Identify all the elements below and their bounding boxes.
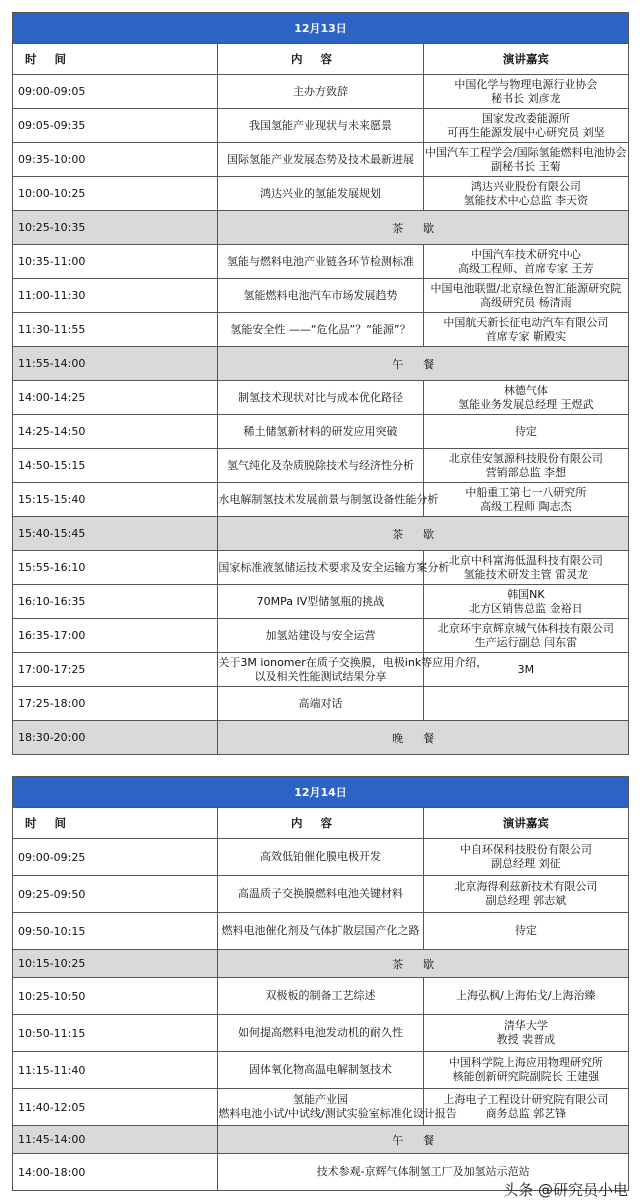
session-topic [218,913,423,950]
time-cell: 11:45-14:00 [13,1126,218,1154]
break-row [13,347,629,381]
time-cell: 09:00-09:25 [13,839,218,876]
session-speaker [423,978,628,1015]
day-header-row [13,777,629,808]
speaker-line: 林德气体 [503,383,548,397]
time-cell: 16:35-17:00 [13,619,218,653]
time-cell: 16:10-16:35 [13,585,218,619]
speaker-line: 中国科学院上海应用物理研究所 [448,1056,603,1069]
session-row [13,978,629,1015]
column-header-row [13,44,629,75]
column-header-speaker: 演讲嘉宾 [423,808,628,839]
time-cell: 14:00-14:25 [13,381,218,415]
session-topic [218,75,423,109]
time-cell: 14:25-14:50 [13,415,218,449]
day-title: 12月13日 [13,13,629,44]
speaker-line: 生产运行副总 闫东雷 [474,635,578,649]
session-topic [218,978,423,1015]
time-cell: 18:30-20:00 [13,721,218,755]
speaker-line: 高级工程师 陶志杰 [480,499,572,513]
time-cell: 10:25-10:50 [13,978,218,1015]
speaker-line: 韩国NK [507,587,545,601]
session-topic [218,687,423,721]
speaker-line: 3M [517,662,535,676]
time-cell: 14:00-18:00 [13,1154,218,1191]
session-topic [218,143,423,177]
session-topic [218,245,423,279]
topic-line: 技术参观-京辉气体制氢工厂及加氢站示范站 [316,1165,530,1178]
time-cell: 11:55-14:00 [13,347,218,381]
session-row [13,381,629,415]
time-cell: 15:15-15:40 [13,483,218,517]
speaker-line: 核能创新研究院副院长 王建强 [452,1070,600,1083]
time-cell: 09:50-10:15 [13,913,218,950]
topic-line: 高效低铂催化膜电极开发 [259,850,381,863]
topic-line: 稀土储氢新材料的研发应用突破 [243,424,398,438]
time-cell: 09:25-09:50 [13,876,218,913]
time-cell: 09:05-09:35 [13,109,218,143]
speaker-line: 中国电池联盟/北京绿色智汇能源研究院 [430,281,622,295]
speaker-line: 北京海得利兹新技术有限公司 [454,880,598,893]
topic-line: 以及相关性能测试结果分享 [254,669,387,683]
column-header-content: 内容 [218,44,423,75]
speaker-line: 上海电子工程设计研究院有限公司 [443,1093,609,1106]
time-cell: 10:15-10:25 [13,950,218,978]
speaker-line: 中国航天新长征电动汽车有限公司 [443,315,609,329]
session-row [13,109,629,143]
session-row [13,483,629,517]
session-topic [218,876,423,913]
session-row [13,279,629,313]
session-speaker [423,415,628,449]
topic-line: 燃料电池小试/中试线/测试实验室标准化设计报告 [218,1107,457,1120]
time-cell: 11:40-12:05 [13,1089,218,1126]
day-title: 12月14日 [13,777,629,808]
speaker-line: 氢能业务发展总经理 王煜武 [458,397,594,411]
time-cell: 17:25-18:00 [13,687,218,721]
topic-line: 氢气纯化及杂质脱除技术与经济性分析 [226,458,414,472]
watermark: 头条 @研究员小电 [503,1181,628,1199]
speaker-line: 副总经理 刘征 [491,857,561,870]
speaker-line: 副总经理 郭志斌 [485,894,567,907]
speaker-line: 北京佳安氢源科技股份有限公司 [448,451,603,465]
session-topic [218,381,423,415]
speaker-line: 氢能技术研发主管 雷灵龙 [463,567,589,581]
session-speaker [423,449,628,483]
speaker-line: 中国汽车技术研究中心 [470,247,581,261]
time-cell: 09:00-09:05 [13,75,218,109]
speaker-line: 中国汽车工程学会/国际氢能燃料电池协会 [424,145,627,159]
session-topic [218,279,423,313]
session-topic [218,313,423,347]
topic-line: 国家标准液氢储运技术要求及安全运输方案分析 [218,560,450,574]
break-row [13,721,629,755]
topic-line: 燃料电池催化剂及气体扩散层国产化之路 [221,924,420,937]
column-header-content: 内容 [218,808,423,839]
session-row [13,913,629,950]
day-header-row [13,13,629,44]
time-cell: 11:15-11:40 [13,1052,218,1089]
time-cell: 10:25-10:35 [13,211,218,245]
speaker-line: 国家发改委能源所 [481,111,570,125]
topic-line: 主办方致辞 [292,84,348,98]
column-header-time: 时间 [13,808,218,839]
session-topic [218,177,423,211]
topic-line: 如何提高燃料电池发动机的耐久性 [237,1026,403,1039]
speaker-line: 中自环保科技股份有限公司 [459,843,592,856]
topic-line: 鸿达兴业的氢能发展规划 [259,186,381,200]
session-row [13,449,629,483]
session-topic [218,585,423,619]
session-topic [218,109,423,143]
topic-line: 氢能燃料电池汽车市场发展趋势 [243,288,398,302]
session-speaker [423,313,628,347]
session-topic [218,1015,423,1052]
topic-line: 70MPa IV型储氢瓶的挑战 [256,594,385,608]
break-label: 茶歇 [218,211,629,245]
session-speaker [423,279,628,313]
topic-line: 氢能产业园 [292,1093,348,1106]
column-header-row [13,808,629,839]
session-row [13,245,629,279]
session-row [13,619,629,653]
speaker-line: 待定 [514,924,537,937]
speaker-line: 副秘书长 王菊 [491,159,561,173]
topic-line: 国际氢能产业发展态势及技术最新进展 [226,152,414,166]
break-label: 茶歇 [218,517,629,551]
session-speaker [423,687,628,721]
break-row [13,517,629,551]
break-label: 茶歇 [218,950,629,978]
speaker-line: 商务总监 郭艺锋 [485,1107,567,1120]
column-header-speaker: 演讲嘉宾 [423,44,628,75]
break-label: 午餐 [218,1126,629,1154]
speaker-line: 鸿达兴业股份有限公司 [470,179,581,193]
session-topic [218,839,423,876]
session-speaker [423,177,628,211]
break-row [13,211,629,245]
session-topic [218,1052,423,1089]
topic-line: 加氢站建设与安全运营 [265,628,376,642]
day1-schedule-table [12,12,629,755]
session-speaker [423,551,628,585]
time-cell: 15:40-15:45 [13,517,218,551]
time-cell: 14:50-15:15 [13,449,218,483]
break-row [13,1126,629,1154]
time-cell: 17:00-17:25 [13,653,218,687]
session-topic [218,653,488,687]
speaker-line: 首席专家 靳殿实 [485,329,567,343]
column-header-time: 时间 [13,44,218,75]
time-cell: 15:55-16:10 [13,551,218,585]
speaker-line: 北京中科富海低温科技有限公司 [448,553,603,567]
speaker-line: 上海弘枫/上海佑戈/上海治臻 [456,989,596,1002]
session-row [13,687,629,721]
break-row [13,950,629,978]
session-row [13,839,629,876]
topic-line: 制氢技术现状对比与成本优化路径 [237,390,403,404]
break-label: 晚餐 [218,721,629,755]
session-topic [218,1089,457,1126]
session-speaker [423,619,628,653]
time-cell: 11:00-11:30 [13,279,218,313]
session-topic [218,449,423,483]
session-speaker [423,483,628,517]
session-row [13,143,629,177]
topic-line: 固体氧化物高温电解制氢技术 [248,1063,392,1076]
topic-line: 氢能与燃料电池产业链各环节检测标准 [226,254,414,268]
session-row [13,585,629,619]
speaker-line: 中船重工第七一八研究所 [465,485,587,499]
topic-line: 我国氢能产业现状与未来愿景 [248,118,392,132]
session-speaker [423,913,628,950]
time-cell: 10:00-10:25 [13,177,218,211]
topic-line: 高端对话 [298,696,343,710]
session-row [13,177,629,211]
session-topic [218,483,439,517]
session-row [13,415,629,449]
speaker-line: 教授 裴普成 [496,1033,556,1046]
topic-line: 双极板的制备工艺综述 [265,989,376,1002]
session-topic [218,551,450,585]
time-cell: 09:35-10:00 [13,143,218,177]
time-cell: 10:35-11:00 [13,245,218,279]
session-speaker [423,245,628,279]
speaker-line: 待定 [514,424,537,438]
session-speaker [423,585,628,619]
speaker-line: 北方区销售总监 金裕日 [469,601,583,615]
time-cell: 10:50-11:15 [13,1015,218,1052]
speaker-line: 北京环宇京辉京城气体科技有限公司 [437,621,614,635]
topic-line: 水电解制氢技术发展前景与制氢设备性能分析 [218,492,439,506]
topic-line: 氢能安全性 ——“危化品”？“能源”？ [230,322,411,336]
speaker-line: 高级研究员 杨清雨 [480,295,572,309]
session-speaker [423,876,628,913]
speaker-line: 营销部总监 李想 [485,465,567,479]
session-row [13,876,629,913]
session-topic [218,619,423,653]
speaker-line: 氢能技术中心总监 李天资 [463,193,589,207]
speaker-line: 高级工程师、首席专家 王芳 [458,261,594,275]
session-row [13,313,629,347]
session-row [13,653,629,687]
session-speaker [423,109,628,143]
speaker-line: 可再生能源发展中心研究员 刘坚 [447,125,605,139]
session-row [13,75,629,109]
time-cell: 11:30-11:55 [13,313,218,347]
session-speaker [423,839,628,876]
session-topic [218,415,423,449]
day2-schedule-table [12,776,629,1191]
session-row [13,1089,629,1126]
session-row [13,1015,629,1052]
topic-line: 关于3M ionomer在质子交换膜，电极ink等应用介绍， [218,655,488,669]
session-row [13,1052,629,1089]
speaker-line: 中国化学与物理电源行业协会 [454,77,598,91]
session-speaker [423,1015,628,1052]
session-speaker [423,75,628,109]
topic-line: 高温质子交换膜燃料电池关键材料 [237,887,403,900]
break-label: 午餐 [218,347,629,381]
session-speaker [423,1052,628,1089]
speaker-line: 清华大学 [503,1019,548,1032]
speaker-line: 秘书长 刘彦龙 [491,91,561,105]
session-speaker [423,381,628,415]
session-row [13,551,629,585]
session-speaker [423,143,628,177]
